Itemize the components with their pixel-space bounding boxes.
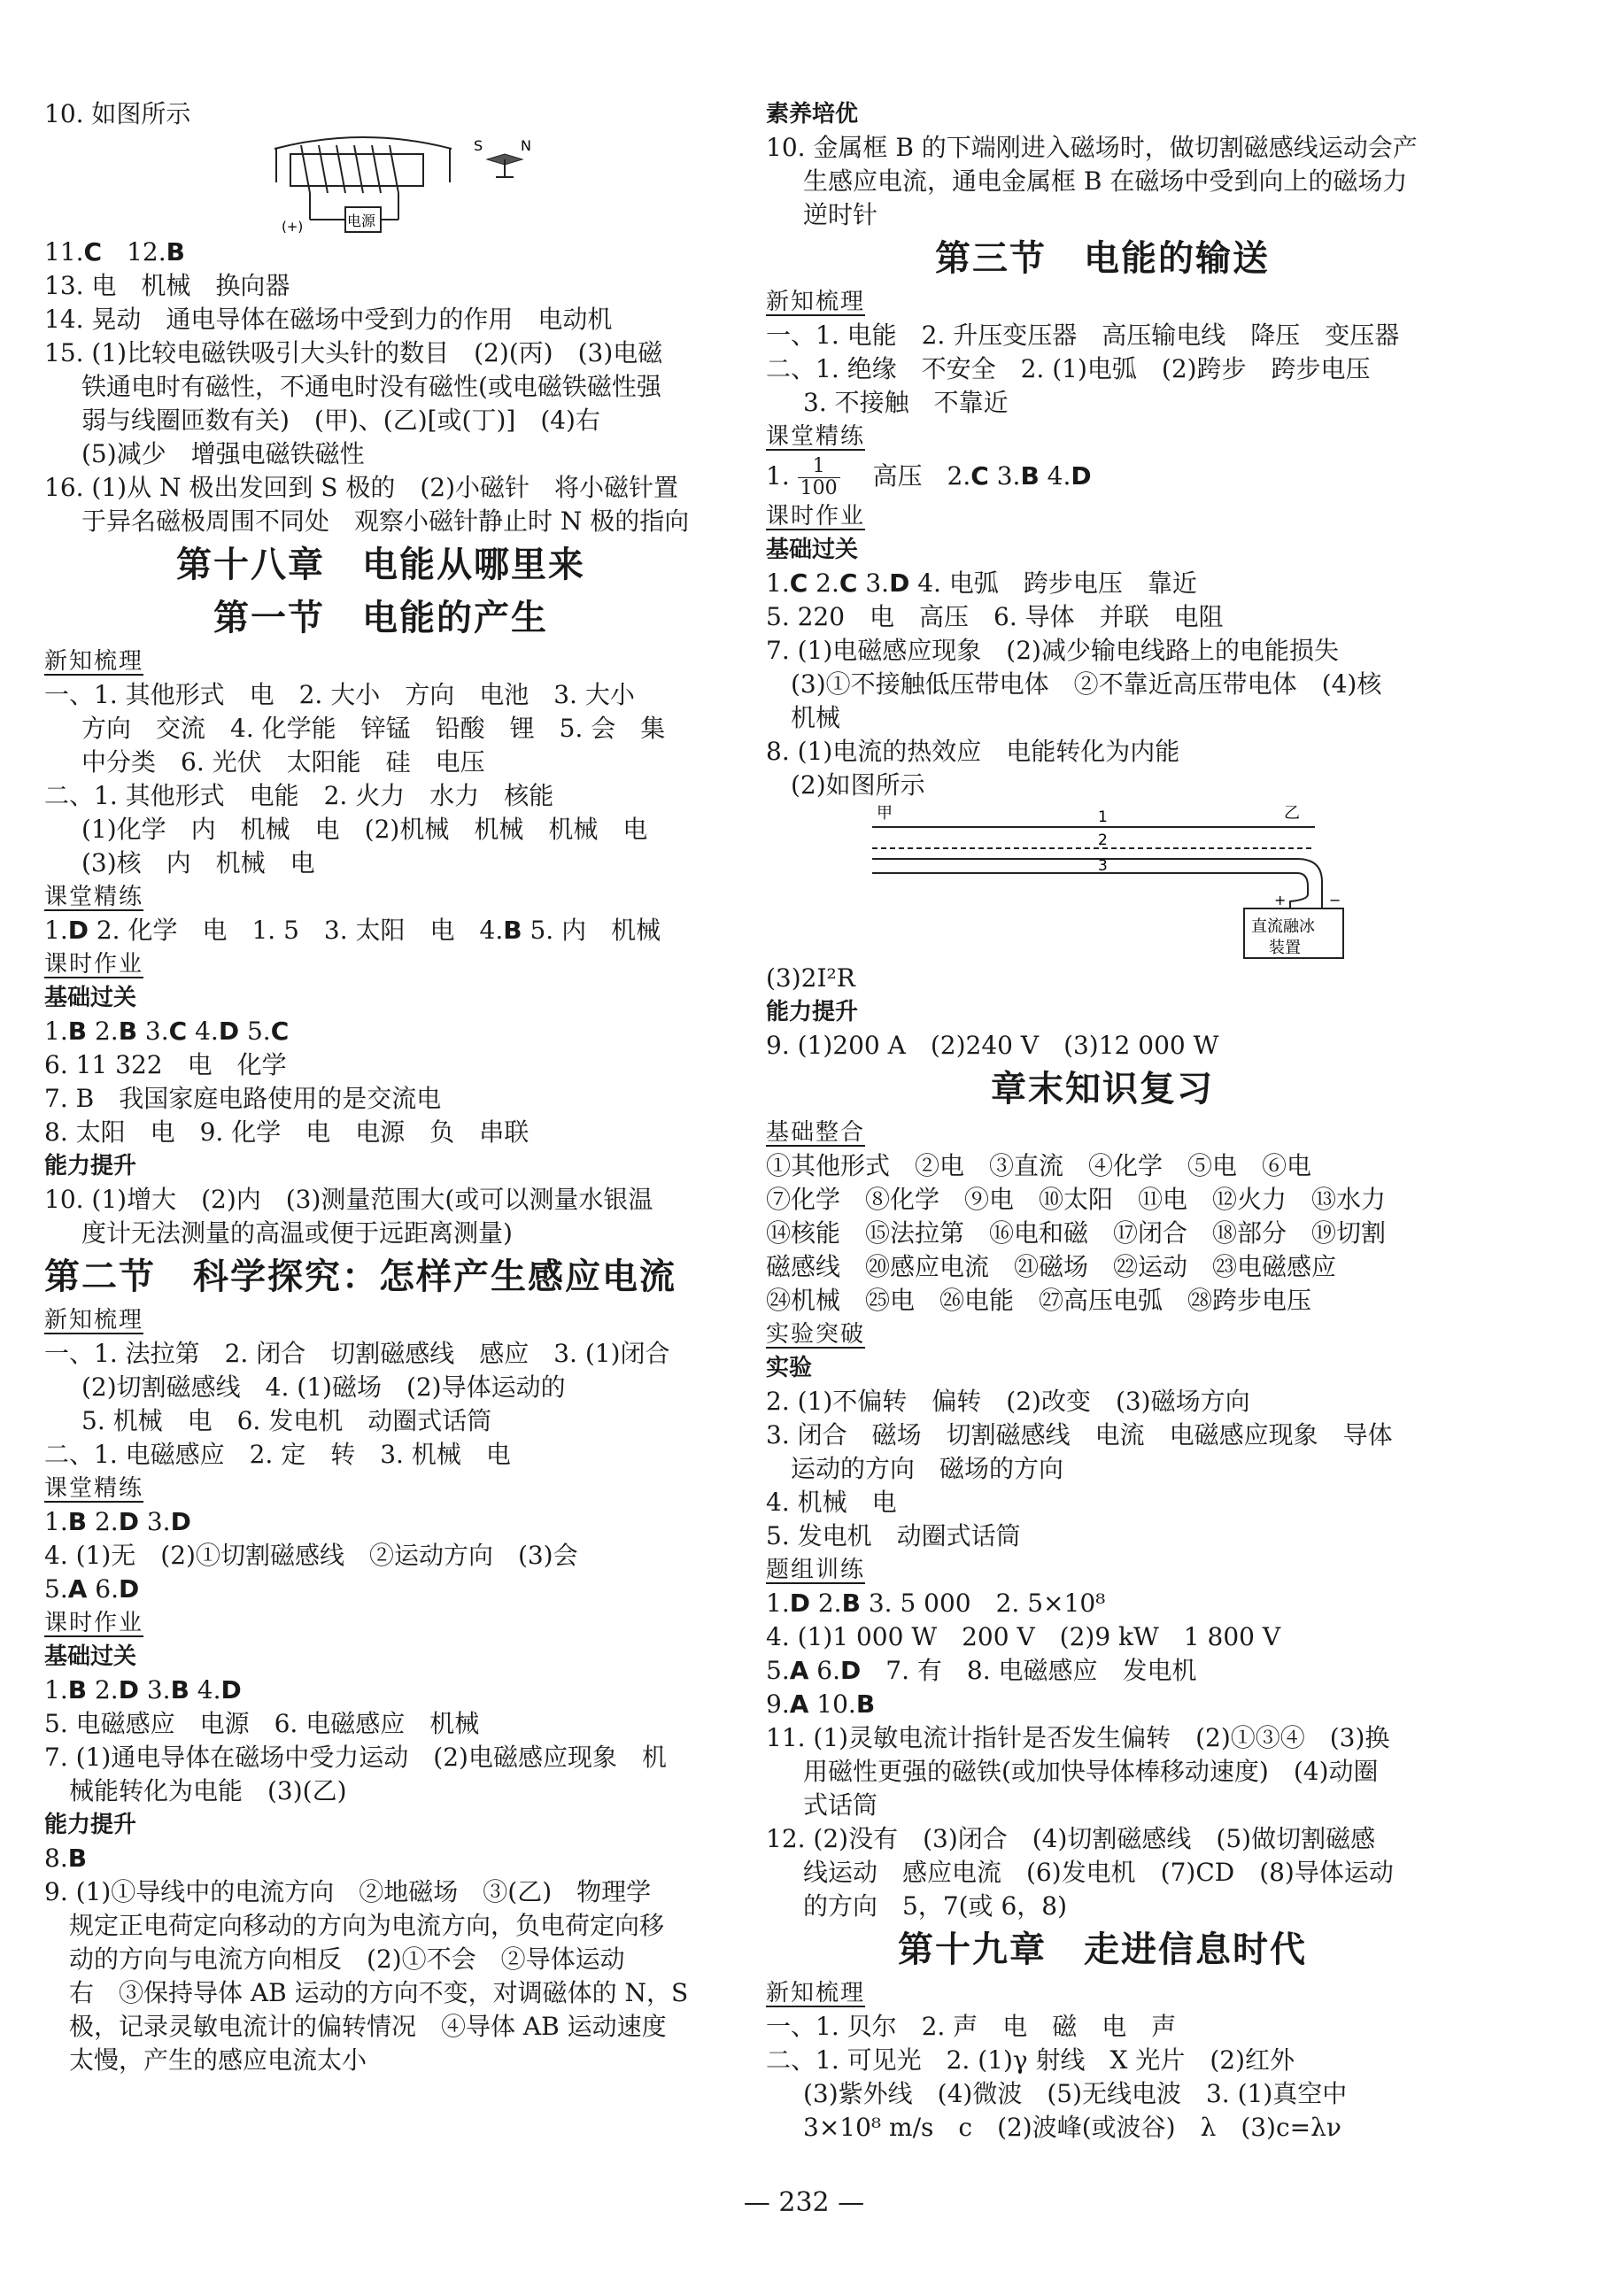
subsection-heading: 实验突破 <box>766 1321 866 1348</box>
subsection-heading: 素养培优 <box>766 101 859 128</box>
section-title: 第一节 电能的产生 <box>213 598 548 638</box>
answer-line: 2. (1)不偏转 偏转 (2)改变 (3)磁场方向 <box>766 1387 1250 1416</box>
subsection-heading: 能力提升 <box>44 1812 137 1838</box>
answer-line: ⑭核能 ⑮法拉第 ⑯电和磁 ⑰闭合 ⑱部分 ⑲切割 <box>766 1218 1387 1248</box>
answer-line: 中分类 6. 光伏 太阳能 硅 电压 <box>81 747 485 777</box>
answer-line: 的方向 5，7(或 6，8) <box>803 1891 1068 1921</box>
answer-line: 二、1. 可见光 2. (1)γ 射线 X 光片 (2)红外 <box>766 2045 1295 2075</box>
answer-line: 机械 <box>791 703 841 732</box>
answer-line: 1.B 2.B 3.C 4.D 5.C <box>44 1017 290 1046</box>
subsection-heading: 基础过关 <box>44 985 137 1011</box>
wire-2-label: 2 <box>1098 831 1108 849</box>
solenoid-diagram <box>44 131 717 236</box>
answer-line: 5.A 6.D <box>44 1574 140 1604</box>
subsection-heading: 课堂精练 <box>44 884 144 910</box>
answer-line: 8.B <box>44 1844 88 1873</box>
subsection-heading: 基础过关 <box>44 1643 137 1670</box>
label-jia: 甲 <box>877 804 893 823</box>
answer-line: 14. 晃动 通电导体在磁场中受到力的作用 电动机 <box>44 305 613 334</box>
wire-3-label: 3 <box>1098 857 1108 875</box>
answer-line: (3)核 内 机械 电 <box>81 848 315 877</box>
answer-line: 10. 如图所示 <box>44 99 191 128</box>
subsection-heading: 新知梳理 <box>766 289 866 315</box>
fraction-denominator: 100 <box>800 477 838 499</box>
fraction-numerator: 1 <box>798 456 840 478</box>
left-column <box>44 97 717 2077</box>
answer-line: 械能转化为电能 (3)(乙) <box>69 1776 347 1805</box>
answer-line: 一、1. 法拉第 2. 闭合 切割磁感线 感应 3. (1)闭合 <box>44 1339 670 1368</box>
answer-line: 4. (1)无 (2)①切割磁感线 ②运动方向 (3)会 <box>44 1541 578 1570</box>
answer-line: 一、1. 贝尔 2. 声 电 磁 电 声 <box>766 2012 1177 2041</box>
answer-line: 8. (1)电流的热效应 电能转化为内能 <box>766 737 1180 766</box>
answer-line: 9. (1)①导线中的电流方向 ②地磁场 ③(乙) 物理学 <box>44 1877 652 1906</box>
subsection-heading: 课时作业 <box>44 1610 144 1636</box>
answer-line: 铁通电时有磁性，不通电时没有磁性(或电磁铁磁性强 <box>81 372 661 401</box>
subsection-heading: 课堂精练 <box>44 1475 144 1502</box>
answer-line: 1.B 2.D 3.B 4.D <box>44 1675 242 1705</box>
answer-line: 二、1. 绝缘 不安全 2. (1)电弧 (2)跨步 跨步电压 <box>766 354 1371 383</box>
power-source-label: 电源 <box>347 213 376 229</box>
chapter-title: 第十八章 电能从哪里来 <box>176 545 585 585</box>
wire-1-label: 1 <box>1098 808 1108 826</box>
subsection-heading: 新知梳理 <box>44 1307 144 1334</box>
ice-melting-circuit-figure <box>766 802 1439 962</box>
answer-line: 3×10⁸ m/s c (2)波峰(或波谷) λ (3)c=λν <box>803 2113 1341 2142</box>
subsection-heading: 能力提升 <box>766 999 859 1025</box>
subsection-heading: 基础整合 <box>766 1119 866 1146</box>
answer-line: 方向 交流 4. 化学能 锌锰 铅酸 锂 5. 会 集 <box>81 714 666 743</box>
south-pole-label: S <box>474 137 483 154</box>
answer-line: 5.A 6.D 7. 有 8. 电磁感应 发电机 <box>766 1656 1197 1685</box>
answer-line: 3. 闭合 磁场 切割磁感线 电流 电磁感应现象 导体 <box>766 1420 1393 1449</box>
answer-line: ①其他形式 ②电 ③直流 ④化学 ⑤电 ⑥电 <box>766 1151 1312 1180</box>
section-title: 第二节 科学探究：怎样产生感应电流 <box>44 1256 676 1297</box>
answer-line: 弱与线圈匝数有关) (甲)、(乙)[或(丁)] (4)右 <box>81 406 600 435</box>
electromagnet-figure <box>44 131 717 236</box>
answer-line: 运动的方向 磁场的方向 <box>791 1454 1064 1483</box>
answer-line: 11. (1)灵敏电流计指针是否发生偏转 (2)①③④ (3)换 <box>766 1723 1390 1752</box>
subsection-heading: 实验 <box>766 1355 813 1381</box>
answer-line: 11.C 12.B <box>44 237 185 267</box>
section-title: 第三节 电能的输送 <box>935 238 1270 279</box>
answer-line: (5)减少 增强电磁铁磁性 <box>81 439 365 468</box>
answer-line: 3. 不接触 不靠近 <box>803 388 1009 417</box>
answer-line: 动的方向与电流方向相反 (2)①不会 ②导体运动 <box>69 1944 625 1974</box>
answer-line: 5. 发电机 动圈式话筒 <box>766 1521 1021 1550</box>
section-title: 章末知识复习 <box>991 1069 1214 1109</box>
answer-line: 7. (1)通电导体在磁场中受力运动 (2)电磁感应现象 机 <box>44 1743 667 1772</box>
chapter-title: 第十九章 走进信息时代 <box>898 1929 1307 1970</box>
answer-line: 一、1. 电能 2. 升压变压器 高压输电线 降压 变压器 <box>766 321 1400 350</box>
subsection-heading: 能力提升 <box>44 1153 137 1179</box>
answer-line: 式话筒 <box>803 1790 878 1820</box>
answer-line: 太慢，产生的感应电流太小 <box>69 2045 367 2075</box>
answer-line: 规定正电荷定向移动的方向为电流方向，负电荷定向移 <box>69 1911 665 1940</box>
answer-line: 4. 机械 电 <box>766 1488 897 1517</box>
answer-line: 一、1. 其他形式 电 2. 大小 方向 电池 3. 大小 <box>44 680 635 709</box>
answer-line: 5. 电磁感应 电源 6. 电磁感应 机械 <box>44 1709 480 1738</box>
device-label-line1: 直流融冰 <box>1251 917 1315 936</box>
label-yi: 乙 <box>1284 804 1300 823</box>
answer-line: (1)化学 内 机械 电 (2)机械 机械 机械 电 <box>81 815 648 844</box>
answer-line: 13. 电 机械 换向器 <box>44 271 290 300</box>
answer-line: 右 ③保持导体 AB 运动的方向不变，对调磁体的 N，S <box>69 1978 689 2007</box>
subsection-heading: 课堂精练 <box>766 423 866 450</box>
device-label-line2: 装置 <box>1269 939 1301 957</box>
answer-line: 1. $\frac{1}{100}$ 高压 2.C 3.B 4.D <box>766 455 1092 499</box>
positive-terminal: + <box>1274 892 1287 908</box>
answer-line: 8. 太阳 电 9. 化学 电 电源 负 串联 <box>44 1117 530 1147</box>
answer-line: 5. 机械 电 6. 发电机 动圈式话筒 <box>81 1406 492 1435</box>
answer-line: 度计无法测量的高温或便于远距离测量) <box>81 1218 513 1248</box>
power-line-diagram <box>766 802 1439 962</box>
page-number: — 232 — <box>743 2187 865 2218</box>
answer-line: ⑦化学 ⑧化学 ⑨电 ⑩太阳 ⑪电 ⑫火力 ⑬水力 <box>766 1185 1387 1214</box>
answer-line: 6. 11 322 电 化学 <box>44 1050 287 1079</box>
answer-line: (3)2I²R <box>766 963 855 993</box>
right-column <box>766 97 1439 2145</box>
answer-line: 生感应电流，通电金属框 B 在磁场中受到向上的磁场力 <box>803 166 1408 196</box>
subsection-heading: 新知梳理 <box>44 648 144 675</box>
answer-line: 逆时针 <box>803 200 878 229</box>
subsection-heading: 课时作业 <box>766 503 866 530</box>
subsection-heading: 基础过关 <box>766 537 859 563</box>
answer-line: 二、1. 其他形式 电能 2. 火力 水力 核能 <box>44 781 554 810</box>
answer-line: 于异名磁极周围不同处 观察小磁针静止时 N 极的指向 <box>81 506 690 536</box>
subsection-heading: 题组训练 <box>766 1557 866 1583</box>
answer-line: 9.A 10.B <box>766 1689 876 1719</box>
answer-line: 9. (1)200 A (2)240 V (3)12 000 W <box>766 1031 1219 1060</box>
answer-line: (2)如图所示 <box>791 770 925 800</box>
north-pole-label: N <box>521 137 531 154</box>
answer-line: 1.C 2.C 3.D 4. 电弧 跨步电压 靠近 <box>766 568 1197 598</box>
answer-line: 磁感线 ⑳感应电流 ㉑磁场 ㉒运动 ㉓电磁感应 <box>766 1252 1337 1281</box>
positive-terminal-label: (+) <box>282 219 304 235</box>
answer-line: (3)①不接触低压带电体 ②不靠近高压带电体 (4)核 <box>791 669 1382 699</box>
subsection-heading: 课时作业 <box>44 951 144 978</box>
answer-line: 1.D 2. 化学 电 1. 5 3. 太阳 电 4.B 5. 内 机械 <box>44 916 661 945</box>
answer-line: 1.D 2.B 3. 5 000 2. 5×10⁸ <box>766 1589 1106 1618</box>
subsection-heading: 新知梳理 <box>766 1980 866 2006</box>
answer-line: 极，记录灵敏电流计的偏转情况 ④导体 AB 运动速度 <box>69 2012 667 2041</box>
answer-line: 用磁性更强的磁铁(或加快导体棒移动速度) (4)动圈 <box>803 1757 1379 1786</box>
answer-line: 7. B 我国家庭电路使用的是交流电 <box>44 1084 442 1113</box>
answer-line: 16. (1)从 N 极出发回到 S 极的 (2)小磁针 将小磁针置 <box>44 473 679 502</box>
answer-line: 15. (1)比较电磁铁吸引大头针的数目 (2)(丙) (3)电磁 <box>44 338 663 367</box>
answer-line: (2)切割磁感线 4. (1)磁场 (2)导体运动的 <box>81 1372 566 1402</box>
answer-line: 7. (1)电磁感应现象 (2)减少输电线路上的电能损失 <box>766 636 1339 665</box>
answer-line: ㉔机械 ㉕电 ㉖电能 ㉗高压电弧 ㉘跨步电压 <box>766 1286 1312 1315</box>
answer-line: 5. 220 电 高压 6. 导体 并联 电阻 <box>766 602 1224 631</box>
answer-line: 10. 金属框 B 的下端刚进入磁场时，做切割磁感线运动会产 <box>766 133 1418 162</box>
answer-line: 二、1. 电磁感应 2. 定 转 3. 机械 电 <box>44 1440 511 1469</box>
negative-terminal: − <box>1329 892 1341 908</box>
answer-line: 10. (1)增大 (2)内 (3)测量范围大(或可以测量水银温 <box>44 1185 653 1214</box>
answer-line: 线运动 感应电流 (6)发电机 (7)CD (8)导体运动 <box>803 1858 1394 1887</box>
answer-line: 4. (1)1 000 W 200 V (2)9 kW 1 800 V <box>766 1622 1281 1651</box>
answer-line: 12. (2)没有 (3)闭合 (4)切割磁感线 (5)做切割磁感 <box>766 1824 1376 1853</box>
answer-line: (3)紫外线 (4)微波 (5)无线电波 3. (1)真空中 <box>803 2079 1348 2108</box>
answer-line: 1.B 2.D 3.D <box>44 1507 191 1536</box>
